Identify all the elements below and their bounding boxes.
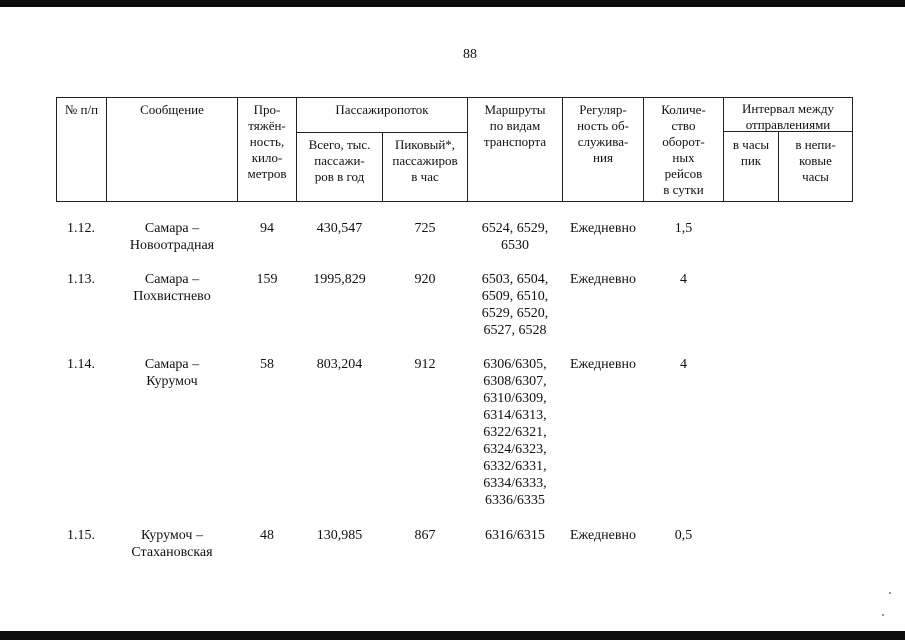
row-total: 1995,829 xyxy=(313,272,366,287)
row-regularity: Ежедневно xyxy=(569,528,636,543)
page-number: 88 xyxy=(463,47,477,62)
row-peak: 867 xyxy=(414,528,436,543)
row-trips: 4 xyxy=(680,357,687,372)
header-trips: Количе- ство оборот- ных рейсов в сутки xyxy=(661,102,706,197)
row-routes: 6503, 6504, 6509, 6510, 6529, 6520, 6527, 6528 xyxy=(481,272,549,338)
row-routes: 6316/6315 xyxy=(485,528,545,543)
row-route: Самара – Новоотрадная xyxy=(129,221,215,253)
header-flow-peak: Пиковый*, пассажиров в час xyxy=(392,137,458,184)
bottom-scan-border xyxy=(0,631,905,640)
header-interval-peak: в часы пик xyxy=(732,137,770,168)
row-trips: 1,5 xyxy=(674,221,693,236)
scan-speck xyxy=(889,592,891,594)
header-interval-offpeak: в непи- ковые часы xyxy=(795,137,836,184)
row-route: Курумоч – Стахановская xyxy=(131,528,213,560)
header-flow-total: Всего, тыс. пассажи- ров в год xyxy=(308,137,371,184)
row-total: 130,985 xyxy=(316,528,363,543)
row-length: 58 xyxy=(260,357,274,372)
header-passenger-flow: Пассажиропоток xyxy=(335,102,429,117)
row-route: Самара – Похвистнево xyxy=(133,272,211,304)
row-num: 1.13. xyxy=(67,272,95,287)
row-peak: 920 xyxy=(414,272,436,287)
header-length: Про- тяжён- ность, кило- метров xyxy=(247,102,287,181)
header-regularity: Регуляр- ность об- служива- ния xyxy=(577,102,629,165)
row-total: 803,204 xyxy=(316,357,363,372)
row-peak: 725 xyxy=(414,221,436,236)
row-regularity: Ежедневно xyxy=(569,357,636,372)
row-peak: 912 xyxy=(414,357,436,372)
header-interval: Интервал между отправлениями xyxy=(742,101,834,132)
top-scan-border xyxy=(0,0,905,7)
header-route: Сообщение xyxy=(140,102,204,117)
header-num: № п/п xyxy=(64,102,99,117)
row-routes: 6524, 6529, 6530 xyxy=(481,221,549,253)
row-num: 1.15. xyxy=(67,528,95,543)
row-trips: 0,5 xyxy=(674,528,693,543)
scan-speck xyxy=(882,614,884,616)
row-routes: 6306/6305, 6308/6307, 6310/6309, 6314/6313, 6322/6321, 6324/6323, 6332/6331, 6334/6333, 6336/6335 xyxy=(483,357,547,508)
row-trips: 4 xyxy=(680,272,687,287)
row-num: 1.14. xyxy=(67,357,95,372)
row-length: 94 xyxy=(260,221,274,236)
row-length: 48 xyxy=(260,528,274,543)
row-route: Самара – Курумоч xyxy=(144,357,200,389)
row-length: 159 xyxy=(256,272,278,287)
header-routes: Маршруты по видам транспорта xyxy=(483,102,547,149)
row-regularity: Ежедневно xyxy=(569,221,636,236)
row-total: 430,547 xyxy=(316,221,363,236)
row-regularity: Ежедневно xyxy=(569,272,636,287)
row-num: 1.12. xyxy=(67,221,95,236)
